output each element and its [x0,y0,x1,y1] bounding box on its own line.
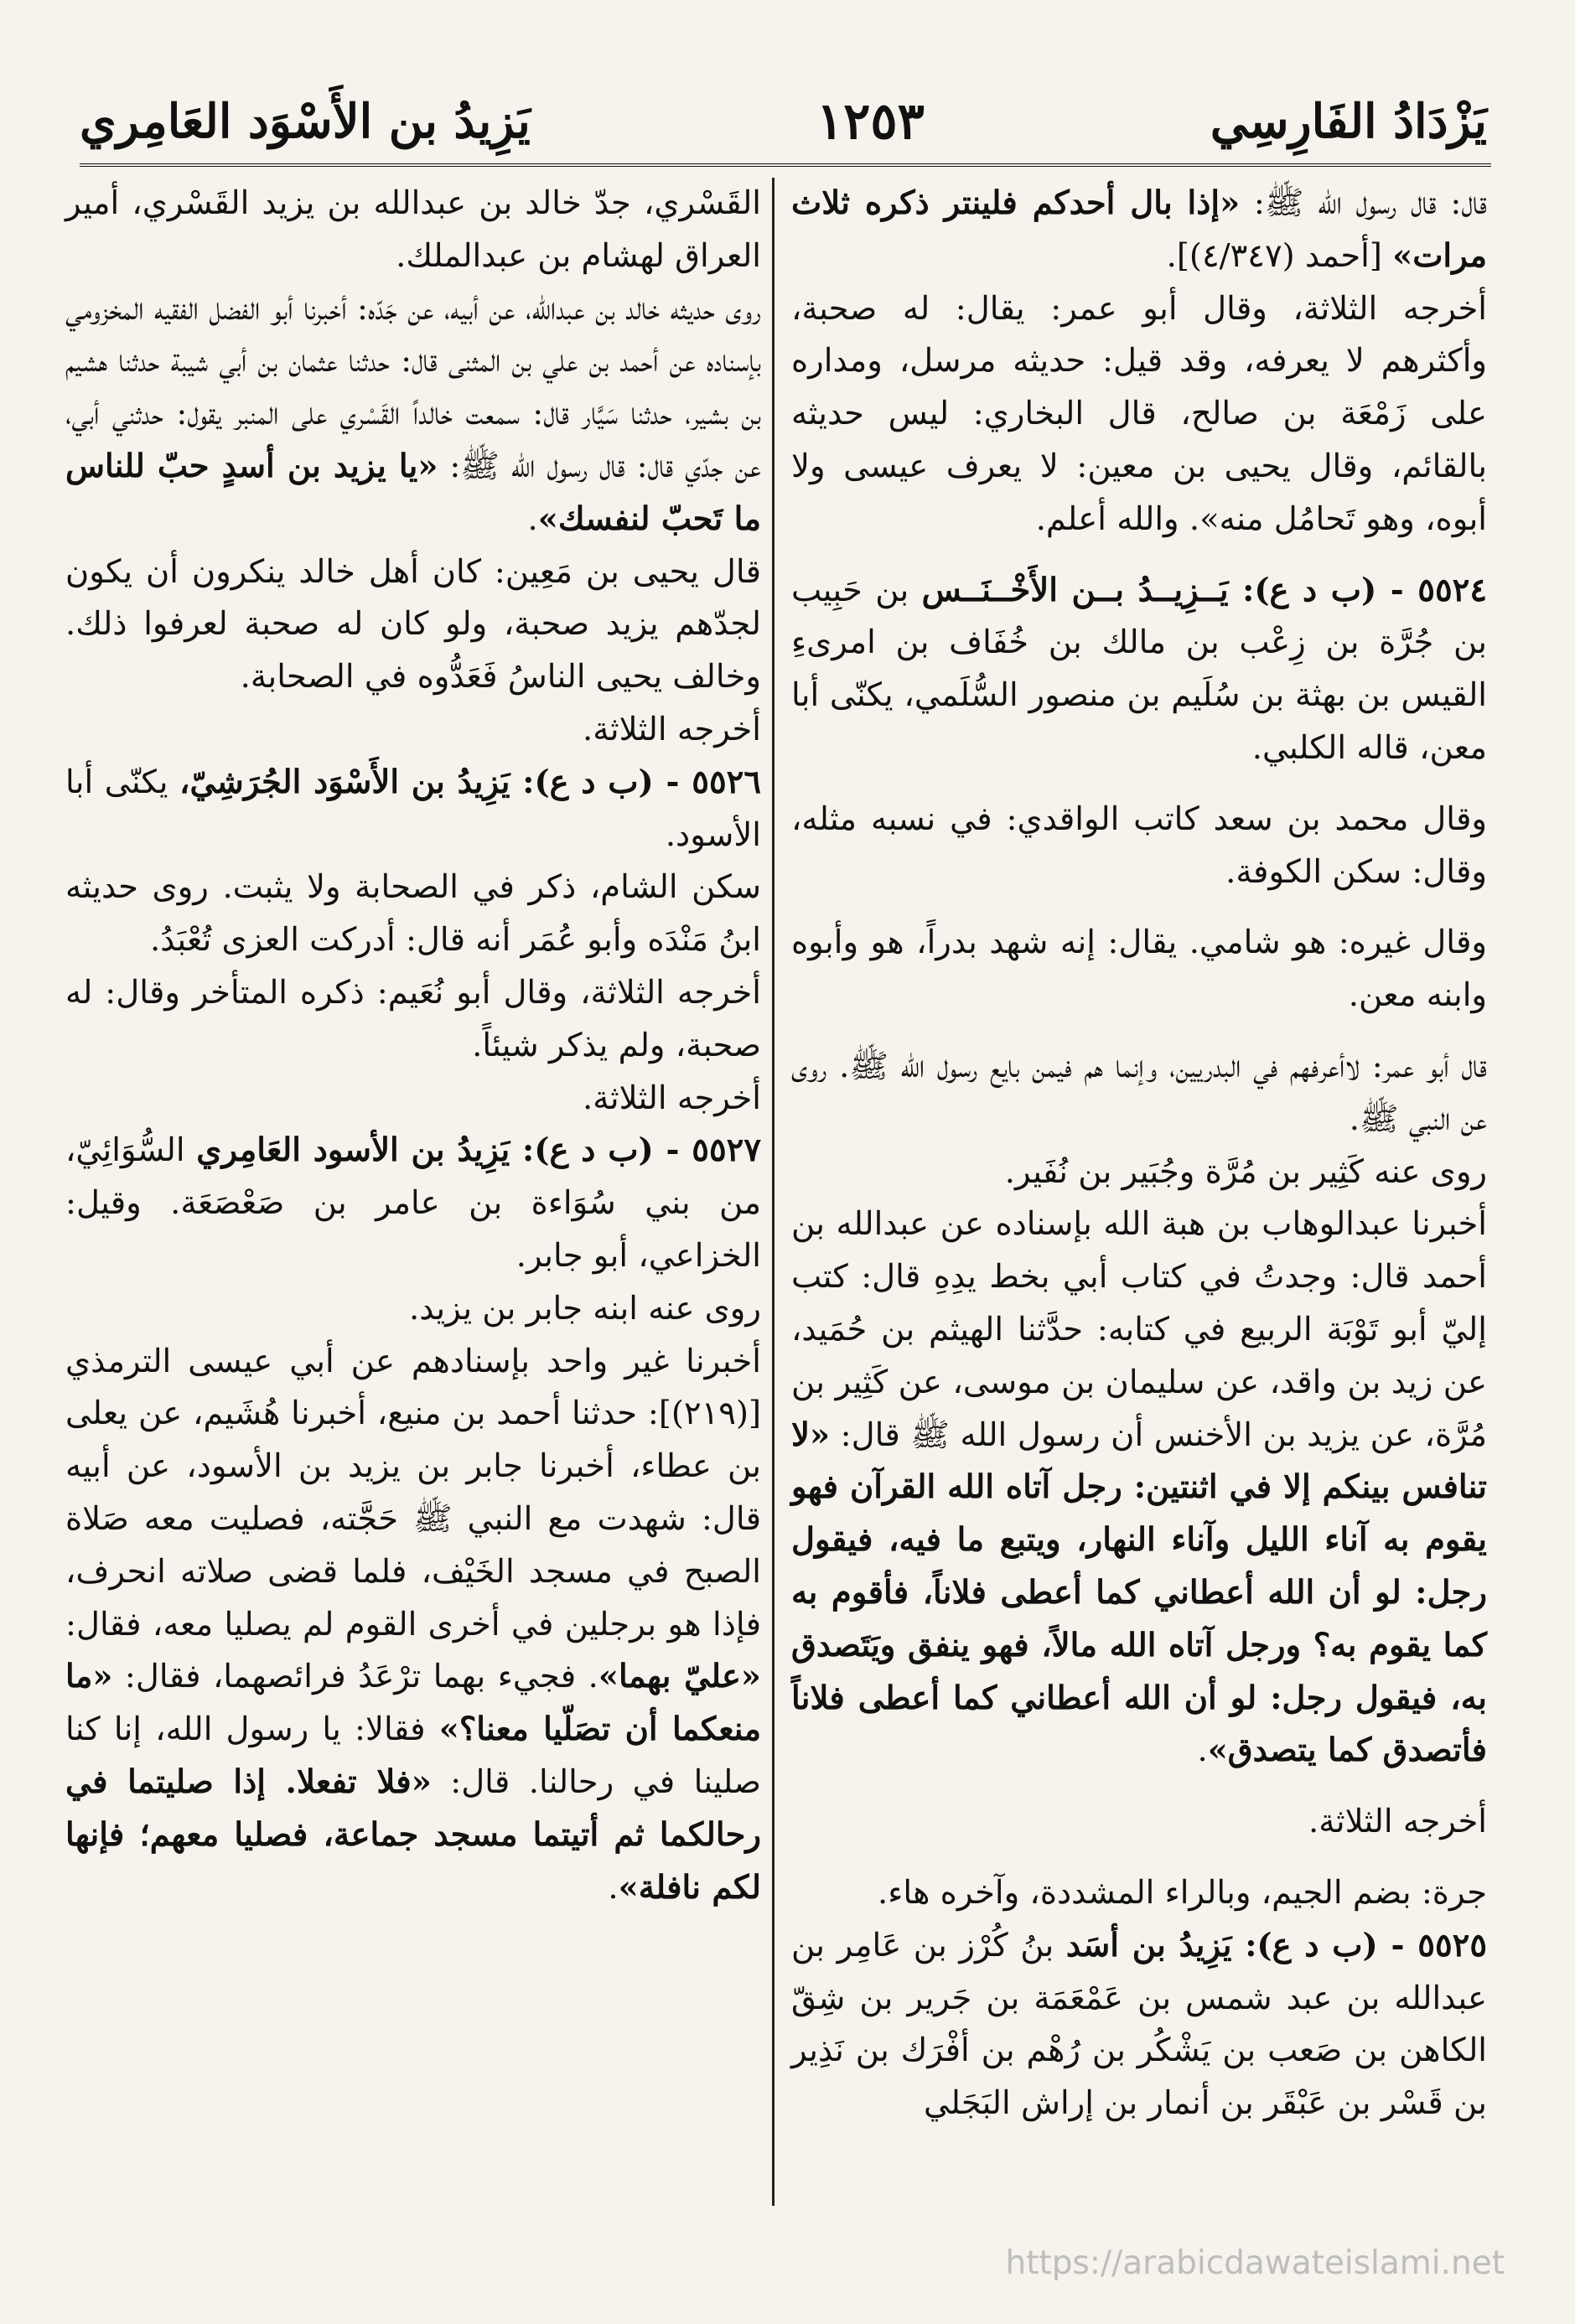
paragraph [791,917,1487,1022]
text-run: [أحمد (٤/٣٤٧)]. [1166,236,1393,275]
page-header [80,80,1487,163]
paragraph [65,862,761,967]
paragraph [65,546,761,704]
running-title-left: يَزِيدُ بن الأَسْوَد العَامِري [80,94,531,149]
paragraph [791,178,1487,283]
hadith-text: «عليّ بهما» [598,1658,761,1696]
hadith-text: «ما منعكما أن تصَلّيا معنا؟» [65,1658,762,1749]
paragraph [791,1920,1487,2130]
text-run: قال: قال رسول الله ﷺ: [1240,184,1487,222]
text-run: . فجيء بهما ترْعَدُ فرائصهما، فقال: [112,1658,598,1696]
paragraph [791,283,1487,546]
text-run: أخبرنا عبدالوهاب بن هبة الله بإسناده عن عبدالله بن أحمد قال: وجدتُ في كتاب أبي بخط يدِهِ قال: كتب إليّ أبو تَوْبَة الربيع في كتابه: حدَّثنا الهيثم بن حُمَيد، عن زيد بن واقد، عن سليمان بن موسى، عن كَثِير بن مُرَّة، عن يزيد بن الأخنس أن رسول الله ﷺ قال: [791,1205,1487,1454]
text-run: القَسْري، جدّ خالد بن عبدالله بن يزيد القَسْري، أمير العراق لهشام بن عبدالملك. [65,184,761,275]
paragraph [791,1796,1487,1849]
text-run: وقال محمد بن سعد كاتب الواقدي: في نسبه مثله، وقال: سكن الكوفة. [791,800,1487,891]
text-run: بن حَبِيب بن جُرَّة بن زِعْب بن مالك بن خُفَاف بن امرىءِ القيس بن بهثة بن سُلَيم بن منصور السُّلَمي، يكنّى أبا معن، قاله الكلبي. [791,571,1487,767]
paragraph [65,1336,761,1915]
paragraph [65,1125,761,1282]
paragraph [791,1041,1487,1146]
text-run: وقال غيره: هو شامي. يقال: إنه شهد بدراً، هو وأبوه وابنه معن. [791,924,1487,1015]
hadith-text: «يا يزيد بن أسدٍ حبّ للناس ما تَحبّ لنفسك» [65,447,761,538]
running-title-right: يَزْدَادُ الفَارِسِي [1210,94,1487,149]
paragraph [65,704,761,757]
text-run: أخرجه الثلاثة، وقال أبو عمر: يقال: له صحبة، وأكثرهم لا يعرفه، وقد قيل: حديثه مرسل، ومداره على زَمْعَة بن صالح، قال البخاري: ليس حديثه بالقائم، وقال يحيى بن معين: لا يعرف عيسى ولا أبوه، وهو تَحامُل منه». والله أعلم. [791,289,1487,538]
text-run: روى حديثه خالد بن عبدالله، عن أبيه، عن جَدّه: أخبرنا أبو الفضل الفقيه المخزومي بإسناده عن أحمد بن علي بن المثنى قال: حدثنا عثمان بن أبي شيبة حدثنا هشيم بن بشير، حدثنا سَيَّار قال: سمعت خالداً القَسْري على المنبر يقول: حدثني أبي، عن جدّي قال: قال رسول الله ﷺ: [65,289,761,485]
paragraph [65,1283,761,1336]
text-run: أخبرنا غير واحد بإسنادهم عن أبي عيسى الترمذي [(٢١٩)]: حدثنا أحمد بن منيع، أخبرنا هُشَيم، عن يعلى بن عطاء، أخبرنا جابر بن يزيد بن الأسود، عن أبيه قال: شهدت مع النبي ﷺ حَجَّته، فصليت معه صَلاة الصبح في مسجد الخَيْف، فلما قضى صلاته انحرف، فإذا هو برجلين في أخرى القوم لم يصليا معه، فقال: [65,1342,761,1643]
right-column [791,178,1487,2130]
text-run: فقالا: يا رسول الله، إنا كنا صلينا في رحالنا. قال: [65,1711,761,1801]
text-run: . [527,499,538,538]
entry-heading: ٥٥٢٥ - (ب د ع): يَزِيدُ بن أسَد [1065,1926,1487,1964]
paragraph [65,1073,761,1126]
entry-heading: ٥٥٢٤ - (ب د ع): يَــزِيــدُ بــن الأَخْــنَــس [921,571,1487,609]
hadith-text: «إذا بال أحدكم فلينتر ذكره ثلاث مرات» [791,184,1487,275]
column-divider [772,178,775,2206]
text-run: . [1197,1731,1208,1770]
text-run: قال يحيى بن مَعِين: كان أهل خالد ينكرون أن يكون لجدّهم يزيد صحبة، ولو كان له صحبة لعرفوا ذلك. وخالف يحيى الناسُ فَعَدُّوه في الصحابة. [65,552,761,696]
paragraph [791,1146,1487,1199]
text-run: روى عنه ابنه جابر بن يزيد. [408,1289,761,1328]
text-run: . [608,1868,619,1907]
entry-heading: ٥٥٢٧ - (ب د ع): يَزِيدُ بن الأسود العَامِري [196,1131,761,1170]
paragraph [791,794,1487,899]
entry-heading: ٥٥٢٦ - (ب د ع): يَزِيدُ بن الأَسْوَد الجُرَشِيّ، [179,763,761,801]
text-run: أخرجه الثلاثة. [582,1079,761,1117]
paragraph [65,283,761,546]
text-run: أخرجه الثلاثة، وقال أبو نُعَيم: ذكره المتأخر وقال: له صحبة، ولم يذكر شيئاً. [65,973,761,1064]
header-rule [80,163,1491,167]
paragraph [791,565,1487,775]
text-run: قال أبو عمر: لاأعرفهم في البدريين، وإنما هم فيمن بايع رسول الله ﷺ. روى عن النبي ﷺ. [791,1047,1487,1138]
paragraph [65,757,761,862]
page-number: ١٢٥٣ [816,92,925,151]
text-run: أخرجه الثلاثة. [582,710,761,748]
text-run: بنُ كُرْز بن عَامِر بن عبدالله بن عبد شمس بن عَمْعَمَة بن جَرير بن شِقّ الكاهن بن صَعب بن يَشْكُر بن رُهْم بن أفْرَك بن نَذِير بن قَسْر بن عَبْقَر بن أنمار بن إراش البَجَلي [791,1926,1487,2123]
paragraph [65,967,761,1073]
text-run: يكنّى أبا الأسود. [65,763,761,854]
text-run: سكن الشام، ذكر في الصحابة ولا يثبت. روى حديثه ابنُ مَنْدَه وأبو عُمَر أنه قال: أدركت العزى تُعْبَدُ. [65,868,761,960]
text-run: روى عنه كَثِير بن مُرَّة وجُبَير بن نُفَير. [1004,1152,1487,1191]
text-run: جرة: بضم الجيم، وبالراء المشددة، وآخره هاء. [878,1873,1487,1912]
hadith-text: «لا تنافس بينكم إلا في اثنتين: رجل آتاه الله القرآن فهو يقوم به آناء الليل وآناء النهار، ويتبع ما فيه، فيقول رجل: لو أن الله أعطاني كما أعطى فلاناً، فأقوم به كما يقوم به؟ ورجل آتاه الله مالاً، فهو ينفق ويَتَصدق به، فيقول رجل: لو أن الله أعطاني كما أعطى فلاناً فأتصدق كما يتصدق» [791,1416,1487,1770]
paragraph [65,178,761,283]
left-column [65,178,761,1914]
text-run: السُّوَائِيّ، من بني سُوَاءة بن عامر بن صَعْصَعَة. وقيل: الخزاعي، أبو جابر. [65,1131,761,1275]
watermark-url: https://arabicdawateislami.net [1005,2244,1505,2282]
text-run: أخرجه الثلاثة. [1308,1803,1487,1841]
hadith-text: «فلا تفعلا. إذا صليتما في رحالكما ثم أتيتما مسجد جماعة، فصليا معهم؛ فإنها لكم نافلة» [65,1762,761,1907]
paragraph [791,1198,1487,1778]
paragraph [791,1867,1487,1920]
